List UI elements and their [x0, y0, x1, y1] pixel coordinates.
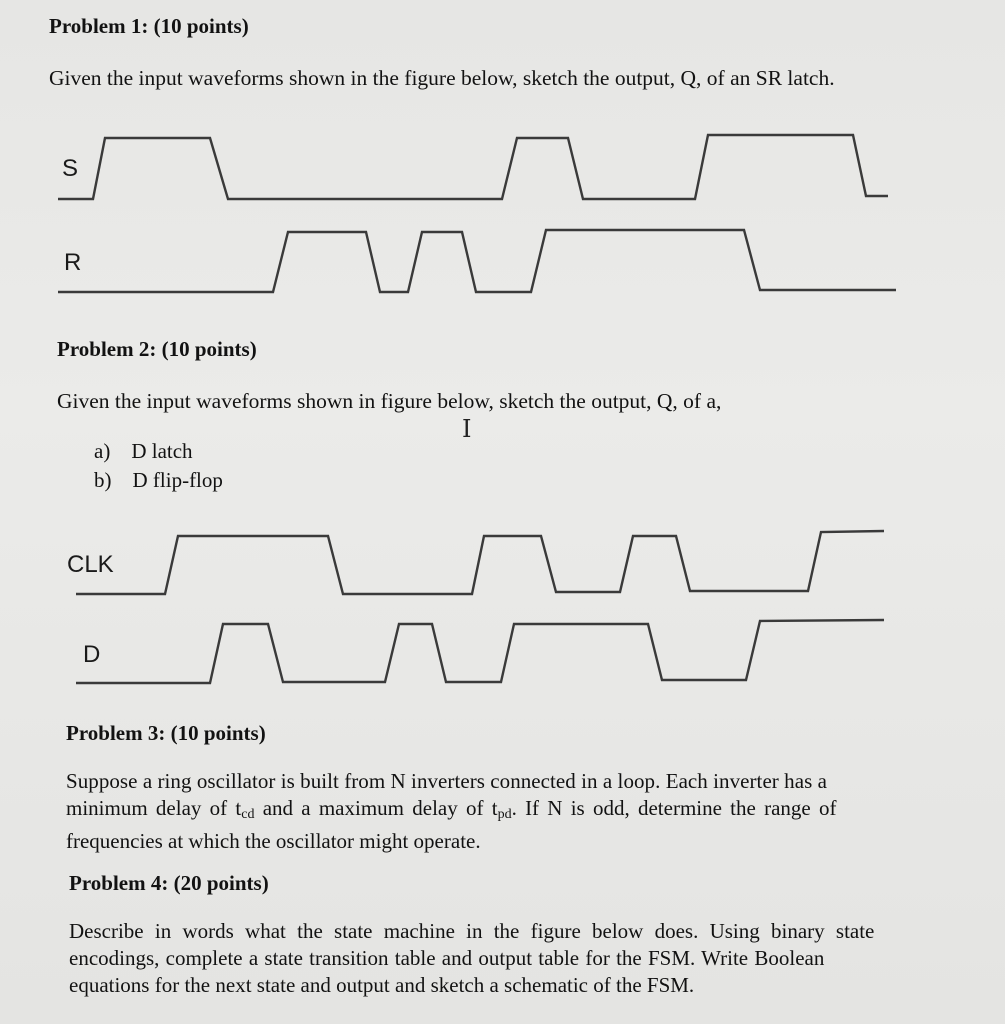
- clk-waveform: [76, 531, 884, 594]
- problem3-line-1: Suppose a ring oscillator is built from N inverters connected in a loop. Each inverter has a: [66, 769, 827, 793]
- problem3-paragraph: [66, 768, 894, 855]
- problem2-text: Given the input waveforms shown in figure below, sketch the output, Q, of a,: [57, 389, 722, 413]
- text-cursor-icon: I: [462, 415, 472, 443]
- s-signal-label: S: [62, 155, 79, 182]
- problem4-title: Problem 4: (20 points): [69, 871, 269, 895]
- problem4-paragraph: [69, 918, 891, 999]
- problem3-line-3: frequencies at which the oscillator might operate.: [66, 829, 481, 853]
- problem4-line-3: equations for the next state and output and sketch a schematic of the FSM.: [69, 973, 695, 997]
- problem1-text: Given the input waveforms shown in the figure below, sketch the output, Q, of an SR latch.: [49, 66, 835, 90]
- r-signal-label: R: [64, 249, 82, 276]
- problem4-line-2: encodings, complete a state transition table and output table for the FSM. Write Boolean: [69, 946, 825, 970]
- d-signal-label: D: [83, 641, 101, 668]
- d-waveform: [76, 620, 884, 683]
- problem3-title: Problem 3: (10 points): [66, 721, 266, 745]
- problem3-line-2: minimum delay of tcd and a maximum delay of tpd. If N is odd, determine the range of: [66, 796, 837, 822]
- problem1-title: Problem 1: (10 points): [49, 14, 249, 38]
- problem2-item-b: b) D flip-flop: [94, 468, 223, 492]
- problem2-item-a: a) D latch: [94, 439, 193, 463]
- problem2-title: Problem 2: (10 points): [57, 337, 257, 361]
- problem4-line-1: Describe in words what the state machine in the figure below does. Using binary state: [69, 919, 875, 943]
- clk-signal-label: CLK: [67, 551, 114, 578]
